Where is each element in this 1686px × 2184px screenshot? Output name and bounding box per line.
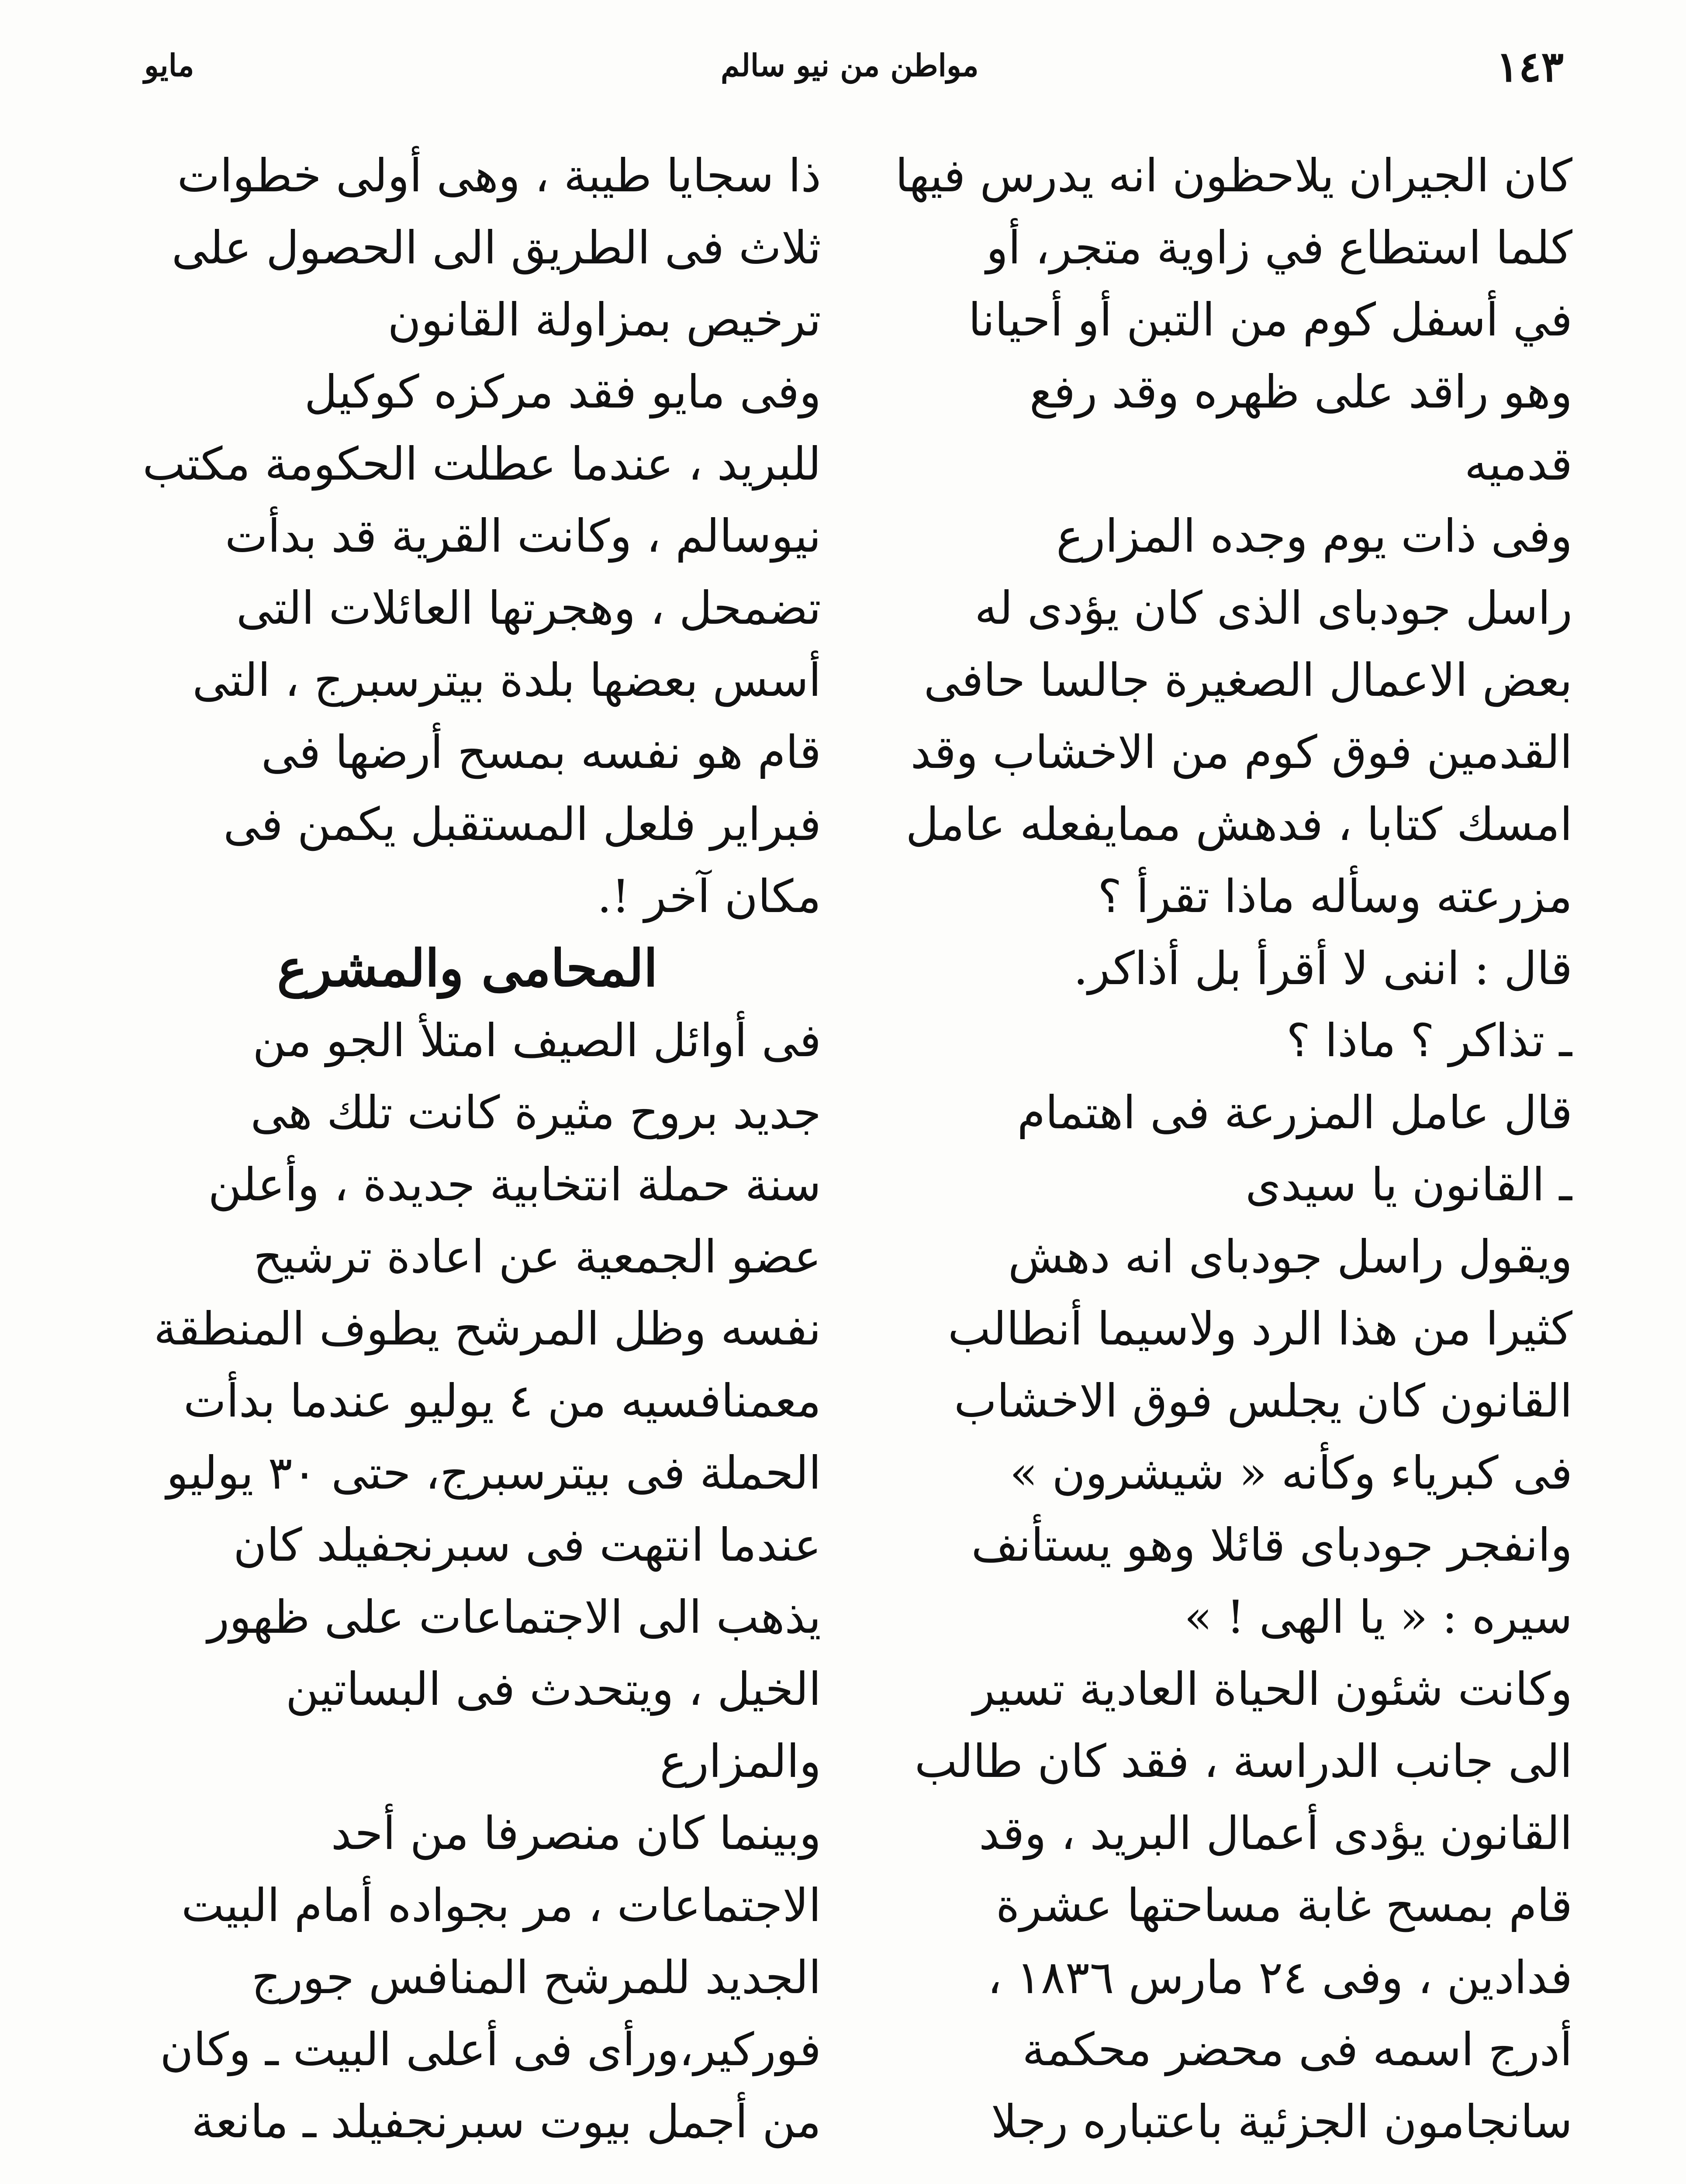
text-line: أدرج اسمه فى محضر محكمة	[1022, 2023, 1572, 2076]
text-line: وفى مايو فقد مركزه كوكيل	[304, 365, 821, 418]
chapter-title: مايو	[144, 47, 194, 83]
left-column-top-paragraphs	[114, 140, 821, 933]
text-line: فبراير فلعل المستقبل يكمن فى	[223, 798, 821, 851]
text-line: وفى ذات يوم وجده المزارع	[1056, 509, 1572, 563]
text-line: مكان آخر !.	[597, 870, 821, 923]
text-line: ترخيص بمزاولة القانون	[387, 293, 821, 346]
text-line: قام هو نفسه بمسح أرضها فى	[261, 726, 821, 779]
text-line: فوركير،ورأى فى أعلى البيت ـ وكان	[160, 2023, 821, 2076]
text-line: وكانت شئون الحياة العادية تسير	[973, 1662, 1572, 1716]
text-line: الخيل ، ويتحدث فى البساتين	[285, 1662, 821, 1716]
text-line: وبينما كان منصرفا من أحد	[331, 1807, 821, 1860]
text-line: الاجتماعات ، مر بجواده أمام البيت	[181, 1879, 821, 1932]
left-column-bottom-paragraphs	[114, 1005, 821, 2158]
text-line: نفسه وظل المرشح يطوف المنطقة	[153, 1302, 821, 1355]
text-line: سانجامون الجزئية باعتباره رجلا	[991, 2095, 1572, 2148]
book-title: مواطن من نيو سالم	[721, 47, 979, 83]
text-line: الحملة فى بيترسبرج، حتى ٣٠ يوليو	[166, 1446, 821, 1500]
text-line: جديد بروح مثيرة كانت تلك هى	[250, 1086, 821, 1139]
text-line: بعض الاعمال الصغيرة جالسا حافى	[923, 653, 1572, 707]
text-line: القدمين فوق كوم من الاخشاب وقد	[910, 726, 1572, 779]
text-line: قال عامل المزرعة فى اهتمام	[1017, 1086, 1572, 1139]
page-number: ١٤٣	[1496, 42, 1564, 91]
text-line: القانون كان يجلس فوق الاخشاب	[954, 1374, 1572, 1427]
text-line: قدميه	[1464, 437, 1572, 491]
text-line: الى جانب الدراسة ، فقد كان طالب	[914, 1735, 1572, 1788]
text-line: والمزارع	[660, 1735, 821, 1788]
text-line: قام بمسح غابة مساحتها عشرة	[996, 1879, 1572, 1932]
page-header	[144, 41, 1564, 107]
text-line: القانون يؤدى أعمال البريد ، وقد	[979, 1807, 1572, 1860]
text-line: فى كبرياء وكأنه « شيشرون »	[1009, 1446, 1572, 1500]
text-line: كثيرا من هذا الرد ولاسيما أنطالب	[948, 1302, 1572, 1355]
text-line: ذا سجايا طيبة ، وهى أولى خطوات	[177, 149, 821, 202]
text-line: سيره : « يا الهى ! »	[1184, 1590, 1572, 1644]
text-line: كلما استطاع في زاوية متجر، أو	[986, 221, 1572, 274]
left-text-column	[114, 140, 821, 2184]
text-line: فى أوائل الصيف امتلأ الجو من	[252, 1014, 821, 1067]
text-line: امسك كتابا ، فدهش ممايفعله عامل	[905, 798, 1572, 851]
text-line: راسل جودباى الذى كان يؤدى له	[974, 581, 1572, 635]
text-line: عندما انتهت فى سبرنجفيلد كان	[233, 1518, 821, 1572]
text-line: قال : اننى لا أقرأ بل أذاكر.	[1073, 942, 1572, 995]
text-line: سنة حملة انتخابية جديدة ، وأعلن	[208, 1158, 821, 1211]
text-line: فدادين ، وفى ٢٤ مارس ١٨٣٦ ،	[987, 1951, 1572, 2004]
text-line: من أجمل بيوت سبرنجفيلد ـ مانعة	[191, 2095, 821, 2148]
text-line: في أسفل كوم من التبن أو أحيانا	[968, 293, 1572, 346]
text-line: يذهب الى الاجتماعات على ظهور	[207, 1590, 821, 1644]
text-line: كان الجيران يلاحظون انه يدرس فيها	[895, 149, 1572, 202]
text-line: ـ القانون يا سيدى	[1245, 1158, 1572, 1211]
text-line: نيوسالم ، وكانت القرية قد بدأت	[225, 509, 821, 563]
text-line: عضو الجمعية عن اعادة ترشيح	[253, 1230, 821, 1283]
text-line: أسس بعضها بلدة بيترسبرج ، التى	[192, 653, 821, 707]
text-line: للبريد ، عندما عطلت الحكومة مكتب	[142, 437, 821, 491]
text-line: ثلاث فى الطريق الى الحصول على	[171, 221, 821, 274]
text-line: معمنافسيه من ٤ يوليو عندما بدأت	[183, 1374, 821, 1427]
text-line: الجديد للمرشح المنافس جورج	[251, 1951, 821, 2004]
text-line: تضمحل ، وهجرتها العائلات التى	[236, 581, 821, 635]
section-heading: المحامى والمشرع	[277, 939, 658, 998]
text-line: مزرعته وسأله ماذا تقرأ ؟	[1098, 870, 1572, 923]
text-line: وهو راقد على ظهره وقد رفع	[1029, 365, 1572, 418]
text-line: ويقول راسل جودباى انه دهش	[1008, 1230, 1572, 1283]
text-line: وانفجر جودباى قائلا وهو يستأنف	[971, 1518, 1572, 1572]
text-line: ـ تذاكر ؟ ماذا ؟	[1286, 1014, 1572, 1067]
right-text-column	[865, 140, 1572, 2184]
